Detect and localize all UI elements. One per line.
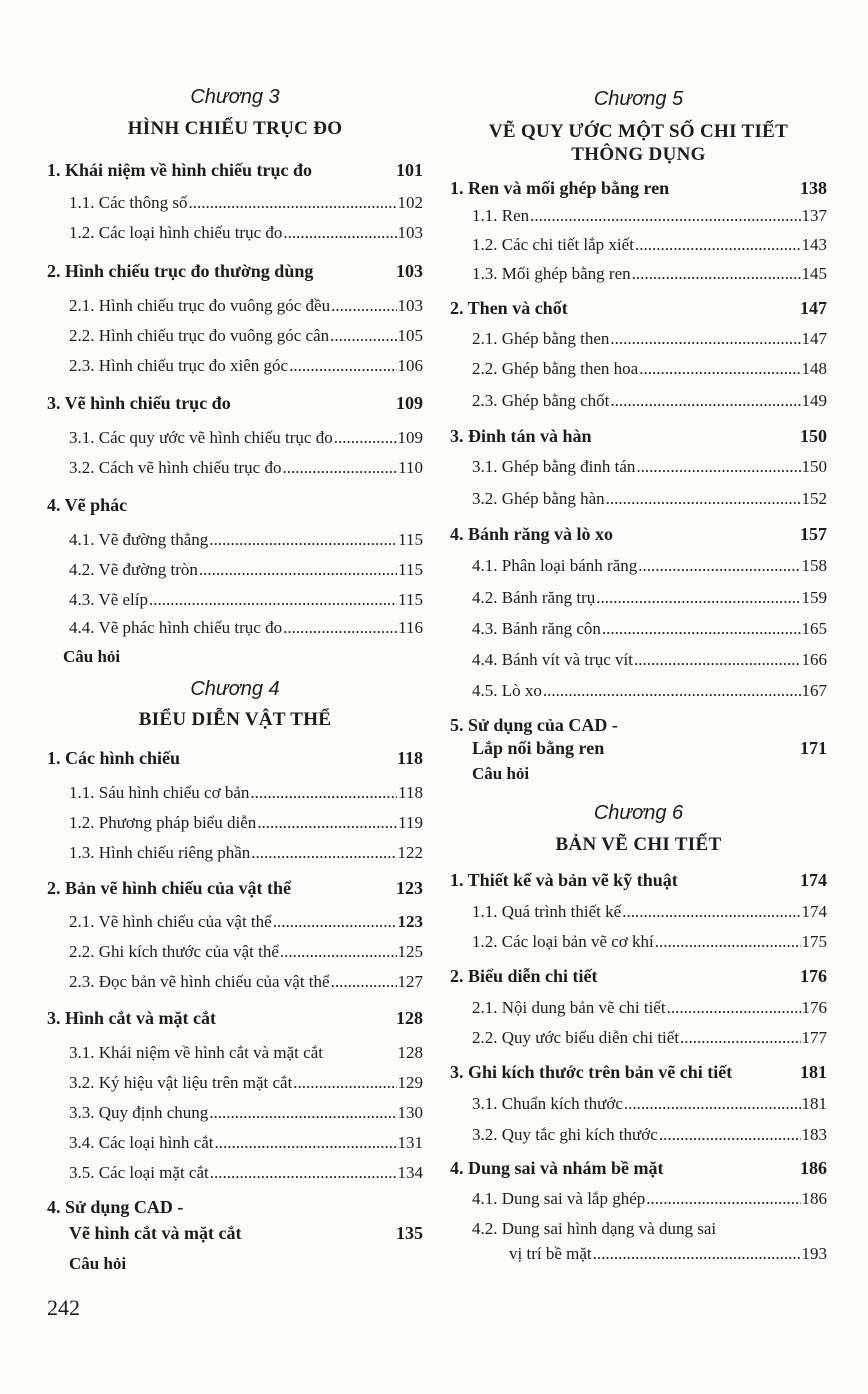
toc-leader-dots	[214, 1128, 396, 1158]
toc-section	[47, 490, 423, 520]
chapter-title: BẢN VẼ CHI TIẾT	[555, 834, 722, 855]
toc-page-number: 166	[801, 650, 827, 669]
toc-entry-label: 1.2. Phương pháp biểu diễn	[69, 813, 257, 832]
toc-leader-dots	[606, 484, 801, 514]
toc-entry-label: 4.1. Vẽ đường thẳng	[69, 530, 209, 549]
toc-entry-label: 2.2. Quy ước biểu diễn chi tiết	[472, 1028, 680, 1047]
toc-leader-dots	[543, 676, 801, 706]
chapter-heading: Chương 5	[593, 88, 684, 110]
toc-leader-dots	[293, 1068, 396, 1098]
toc-entry-label: 2. Biểu diễn chi tiết	[450, 966, 598, 986]
chapter-title: HÌNH CHIẾU TRỤC ĐO	[127, 118, 343, 139]
toc-spacer	[568, 293, 800, 323]
toc-page-number: 115	[398, 590, 423, 609]
toc-section	[47, 388, 423, 418]
toc-subsection	[47, 1098, 423, 1128]
toc-page-number: 106	[397, 356, 423, 375]
toc-section	[450, 519, 827, 549]
toc-entry-label: 2.3. Hình chiếu trục đo xiên góc	[69, 356, 289, 375]
toc-entry-label: 4.2. Dung sai hình dạng và dung sai	[472, 1219, 717, 1238]
toc-leader-dots	[283, 218, 396, 248]
toc-leader-dots	[610, 386, 800, 416]
toc-page-number: 110	[398, 458, 423, 477]
toc-entry-label: 3.5. Các loại mặt cắt	[69, 1163, 209, 1182]
toc-page-number: 134	[397, 1163, 423, 1182]
toc-subsection	[450, 897, 827, 927]
page-number: 242	[47, 1295, 80, 1320]
chapter-title-line2: THÔNG DỤNG	[571, 144, 706, 165]
toc-subsection	[47, 937, 423, 967]
toc-page-number: 150	[800, 426, 827, 446]
toc-page-number: 183	[801, 1125, 827, 1144]
toc-spacer	[664, 1153, 800, 1183]
toc-entry-label: 2. Hình chiếu trục đo thường dùng	[47, 261, 314, 281]
toc-leader-dots	[209, 525, 397, 555]
toc-entry-label: 2. Then và chốt	[450, 298, 568, 318]
toc-page-number: 181	[800, 1062, 827, 1082]
toc-page-number: 135	[396, 1223, 423, 1243]
toc-leader-dots	[282, 453, 397, 483]
toc-leader-dots	[289, 351, 396, 381]
toc-page-number: 165	[801, 619, 827, 638]
toc-subsection	[47, 838, 423, 868]
toc-section	[450, 173, 827, 203]
toc-leader-dots	[632, 259, 801, 289]
toc-subsection	[47, 351, 423, 381]
toc-page-number: 143	[801, 235, 827, 254]
toc-leader-dots	[334, 423, 397, 453]
toc-entry-label: 2.3. Đọc bản vẽ hình chiếu của vật thể	[69, 972, 330, 991]
toc-spacer	[598, 961, 801, 991]
toc-entry-label: 4.1. Dung sai và lắp ghép	[472, 1189, 646, 1208]
toc-entry-label: 4. Dung sai và nhám bề mặt	[450, 1158, 664, 1178]
toc-leader-dots	[646, 1184, 800, 1214]
toc-subsection	[450, 645, 827, 675]
toc-subsection	[450, 676, 827, 706]
toc-page-number: 116	[398, 618, 423, 637]
toc-entry-label: 3. Đinh tán và hàn	[450, 426, 592, 446]
toc-subsection	[47, 453, 423, 483]
toc-subsection	[450, 354, 827, 384]
toc-subsection	[450, 551, 827, 581]
toc-section	[450, 421, 827, 451]
toc-section	[450, 293, 827, 323]
toc-page-number: 128	[397, 1043, 423, 1062]
toc-page-number: 115	[398, 530, 423, 549]
toc-leader-dots	[251, 838, 396, 868]
toc-entry-label: 3.2. Quy tắc ghi kích thước	[472, 1125, 658, 1144]
toc-subsection	[47, 1158, 423, 1188]
toc-subsection	[450, 1023, 827, 1053]
toc-page-number: 123	[396, 878, 423, 898]
toc-questions: Câu hỏi	[69, 1254, 127, 1273]
toc-page-number: 102	[397, 193, 423, 212]
toc-entry-label: 1.1. Ren	[472, 206, 530, 225]
chapter-title: VẼ QUY ƯỚC MỘT SỐ CHI TIẾT	[488, 121, 789, 142]
toc-subsection	[47, 291, 423, 321]
toc-page-number: 167	[801, 681, 827, 700]
toc-subsection	[47, 585, 423, 615]
toc-entry-label: 3.1. Ghép bằng đinh tán	[472, 457, 636, 476]
toc-page-number: 174	[801, 902, 827, 921]
toc-entry-label: Lắp nối bằng ren	[472, 738, 605, 758]
toc-page-number: 103	[397, 296, 423, 315]
toc-leader-dots	[680, 1023, 800, 1053]
toc-page-number: 186	[800, 1158, 827, 1178]
chapter-title: BIỂU DIỄN VẬT THỂ	[138, 709, 332, 730]
toc-entry-label: 2.1. Nội dung bản vẽ chi tiết	[472, 998, 666, 1017]
toc-page-number: 174	[800, 870, 827, 890]
toc-page-number: 127	[397, 972, 423, 991]
toc-leader-dots	[638, 551, 800, 581]
toc-entry-label: Vẽ hình cắt và mặt cắt	[69, 1223, 242, 1243]
toc-subsection	[47, 525, 423, 555]
toc-page-number: 129	[397, 1073, 423, 1092]
toc-entry-label: 1.3. Hình chiếu riêng phần	[69, 843, 251, 862]
toc-spacer	[231, 388, 396, 418]
toc-spacer	[180, 743, 397, 773]
toc-entry-label: 3.1. Các quy ước vẽ hình chiếu trục đo	[69, 428, 333, 447]
toc-page-number: 149	[801, 391, 827, 410]
chapter-heading: Chương 4	[190, 678, 280, 700]
toc-subsection	[47, 321, 423, 351]
toc-subsection	[47, 188, 423, 218]
toc-page-number: 131	[397, 1133, 423, 1152]
toc-entry-label: 3. Vẽ hình chiếu trục đo	[47, 393, 231, 413]
toc-entry-label: 5. Sử dụng của CAD -	[450, 715, 618, 735]
toc-leader-dots	[639, 354, 800, 384]
toc-subsection-continued	[450, 1239, 827, 1269]
toc-page-number: 147	[801, 329, 827, 348]
toc-entry-label: 2.2. Ghi kích thước của vật thể	[69, 942, 279, 961]
toc-leader-dots	[189, 188, 397, 218]
toc-section	[450, 1153, 827, 1183]
toc-entry-label: 2.1. Ghép bằng then	[472, 329, 610, 348]
toc-entry-label: 2.1. Hình chiếu trục đo vuông góc đều	[69, 296, 331, 315]
toc-entry-label: 1. Ren và mối ghép bằng ren	[450, 178, 670, 198]
toc-entry-label: 2.2. Ghép bằng then hoa	[472, 359, 639, 378]
toc-page-number: 137	[801, 206, 827, 225]
toc-page-number: 115	[398, 560, 423, 579]
toc-page-number: 186	[801, 1189, 827, 1208]
toc-entry-label: 1. Thiết kế và bản vẽ kỹ thuật	[450, 870, 678, 890]
chapter-heading: Chương 3	[190, 86, 280, 108]
toc-entry-label: vị trí bề mặt	[509, 1244, 592, 1263]
toc-entry-label: 4. Vẽ phác	[47, 495, 128, 515]
toc-leader-dots	[331, 967, 397, 997]
toc-section	[47, 155, 423, 185]
toc-page-number: 128	[396, 1008, 423, 1028]
toc-entry-label: 2.1. Vẽ hình chiếu của vật thể	[69, 912, 272, 931]
toc-page-number: 122	[397, 843, 423, 862]
toc-subsection	[450, 324, 827, 354]
toc-spacer	[291, 873, 396, 903]
toc-leader-dots	[210, 1158, 397, 1188]
toc-subsection	[47, 613, 423, 643]
toc-section-continued	[47, 1218, 423, 1248]
toc-section	[450, 961, 827, 991]
toc-leader-dots	[250, 778, 397, 808]
toc-subsection	[47, 967, 423, 997]
toc-page-number: 109	[396, 393, 423, 413]
toc-page-number: 105	[397, 326, 423, 345]
toc-subsection	[450, 1089, 827, 1119]
toc-entry-label: 1.2. Các loại bản vẽ cơ khí	[472, 932, 654, 951]
toc-leader-dots	[667, 993, 801, 1023]
toc-subsection	[450, 927, 827, 957]
toc-entry-label: 2.2. Hình chiếu trục đo vuông góc cân	[69, 326, 330, 345]
toc-page-number: 109	[397, 428, 423, 447]
toc-leader-dots	[655, 927, 801, 957]
toc-leader-dots	[622, 897, 800, 927]
toc-leader-dots	[593, 1239, 801, 1269]
toc-entry-label: 1. Khái niệm về hình chiếu trục đo	[47, 160, 313, 180]
toc-subsection	[47, 778, 423, 808]
toc-page-number: 150	[801, 457, 827, 476]
toc-entry-label: 1.3. Mối ghép bằng ren	[472, 264, 631, 283]
toc-section	[450, 865, 827, 895]
toc-spacer	[241, 1218, 396, 1248]
toc-page-number: 148	[801, 359, 827, 378]
toc-subsection	[450, 201, 827, 231]
toc-spacer	[313, 256, 396, 286]
toc-spacer	[323, 1038, 398, 1068]
toc-page-number: 125	[397, 942, 423, 961]
toc-entry-label: 1.1. Sáu hình chiếu cơ bản	[69, 783, 250, 802]
toc-leader-dots	[596, 583, 800, 613]
toc-page-number: 101	[396, 160, 423, 180]
toc-section	[450, 1057, 827, 1087]
toc-questions: Câu hỏi	[472, 764, 530, 783]
toc-entry-label: 3. Ghi kích thước trên bản vẽ chi tiết	[450, 1062, 733, 1082]
toc-leader-dots	[257, 808, 397, 838]
toc-subsection	[450, 452, 827, 482]
toc-subsection	[47, 1038, 423, 1068]
toc-page-number: 119	[398, 813, 423, 832]
toc-section	[47, 1003, 423, 1033]
toc-entry-label: 4.5. Lò xo	[472, 681, 542, 700]
toc-entry-label: 2. Bản vẽ hình chiếu của vật thể	[47, 878, 292, 898]
toc-spacer	[669, 173, 800, 203]
toc-leader-dots	[331, 291, 396, 321]
toc-subsection	[450, 993, 827, 1023]
toc-entry-label: 2.3. Ghép bằng chốt	[472, 391, 610, 410]
toc-spacer	[732, 1057, 800, 1087]
toc-questions: Câu hỏi	[63, 647, 121, 666]
toc-leader-dots	[636, 452, 800, 482]
toc-leader-dots	[635, 230, 801, 260]
toc-leader-dots	[283, 613, 397, 643]
toc-page-number: 171	[800, 738, 827, 758]
toc-entry-label: 3.2. Ghép bằng hàn	[472, 489, 605, 508]
toc-entry-label: 3.2. Cách vẽ hình chiếu trục đo	[69, 458, 282, 477]
toc-page-number: 158	[801, 556, 827, 575]
toc-subsection	[450, 386, 827, 416]
toc-subsection	[450, 1120, 827, 1150]
toc-entry-label: 1.2. Các loại hình chiếu trục đo	[69, 223, 283, 242]
toc-leader-dots	[624, 1089, 801, 1119]
toc-leader-dots	[634, 645, 800, 675]
toc-entry-label: 4.3. Vẽ elíp	[69, 590, 149, 609]
toc-page-number: 138	[800, 178, 827, 198]
toc-section	[47, 743, 423, 773]
toc-subsection	[47, 907, 423, 937]
toc-subsection	[47, 808, 423, 838]
toc-subsection	[47, 423, 423, 453]
toc-leader-dots	[149, 585, 397, 615]
toc-subsection	[450, 1184, 827, 1214]
toc-page-number: 145	[801, 264, 827, 283]
toc-leader-dots	[209, 1098, 396, 1128]
chapter-heading: Chương 6	[593, 802, 684, 824]
toc-subsection	[450, 259, 827, 289]
toc-entry-label: 4. Bánh răng và lò xo	[450, 524, 614, 544]
toc-page-number: 176	[800, 966, 827, 986]
toc-page-number: 175	[801, 932, 827, 951]
toc-subsection	[47, 218, 423, 248]
toc-leader-dots	[610, 324, 800, 354]
toc-page-number: 147	[800, 298, 827, 318]
toc-leader-dots	[330, 321, 396, 351]
toc-entry-label: 4. Sử dụng CAD -	[47, 1197, 184, 1217]
toc-spacer	[216, 1003, 396, 1033]
toc-page-number: 193	[801, 1244, 827, 1263]
toc-subsection	[450, 230, 827, 260]
toc-entry-label: 1.1. Quá trình thiết kế	[472, 902, 622, 921]
toc-page-number: 159	[801, 588, 827, 607]
toc-spacer	[678, 865, 800, 895]
toc-subsection	[450, 484, 827, 514]
toc-page-number: 118	[398, 783, 423, 802]
toc-page-number: 157	[800, 524, 827, 544]
toc-subsection	[47, 555, 423, 585]
toc-page-number: 130	[397, 1103, 423, 1122]
toc-subsection	[47, 1068, 423, 1098]
toc-section	[47, 256, 423, 286]
toc-subsection	[450, 583, 827, 613]
toc-spacer	[613, 519, 800, 549]
toc-entry-label: 3.3. Quy định chung	[69, 1103, 209, 1122]
toc-entry-label: 3.1. Khái niệm về hình cắt và mặt cắt	[69, 1043, 323, 1062]
toc-page-number: 118	[396, 748, 423, 768]
toc-entry-label: 4.2. Vẽ đường tròn	[69, 560, 198, 579]
toc-entry-label: 3.2. Ký hiệu vật liệu trên mặt cắt	[69, 1073, 293, 1092]
toc-page-number: 176	[801, 998, 827, 1017]
toc-leader-dots	[199, 555, 397, 585]
toc-subsection	[450, 614, 827, 644]
toc-page-number: 103	[396, 261, 423, 281]
toc-leader-dots	[659, 1120, 801, 1150]
toc-section	[47, 873, 423, 903]
toc-leader-dots	[273, 907, 397, 937]
toc-page-number: 181	[801, 1094, 827, 1113]
toc-leader-dots	[280, 937, 397, 967]
toc-entry-label: 4.4. Vẽ phác hình chiếu trục đo	[69, 618, 283, 637]
toc-entry-label: 1.1. Các thông số	[69, 193, 188, 212]
toc-entry-label: 4.1. Phân loại bánh răng	[472, 556, 638, 575]
toc-entry-label: 3.4. Các loại hình cắt	[69, 1133, 214, 1152]
toc-page-number: 177	[801, 1028, 827, 1047]
toc-page-number: 123	[397, 912, 423, 931]
toc-leader-dots	[530, 201, 800, 231]
toc-subsection	[47, 1128, 423, 1158]
toc-spacer	[592, 421, 800, 451]
toc-spacer	[312, 155, 396, 185]
toc-page-number: 103	[397, 223, 423, 242]
toc-entry-label: 3.1. Chuẩn kích thước	[472, 1094, 623, 1113]
toc-entry-label: 3. Hình cắt và mặt cắt	[47, 1008, 216, 1028]
toc-entry-label: 4.4. Bánh vít và trục vít	[472, 650, 634, 669]
toc-entry-label: 4.2. Bánh răng trụ	[472, 588, 596, 607]
toc-page-number: 152	[801, 489, 827, 508]
toc-leader-dots	[602, 614, 801, 644]
toc-entry-label: 4.3. Bánh răng côn	[472, 619, 601, 638]
toc-entry-label: 1. Các hình chiếu	[47, 748, 181, 768]
toc-entry-label: 1.2. Các chi tiết lắp xiết	[472, 235, 634, 254]
